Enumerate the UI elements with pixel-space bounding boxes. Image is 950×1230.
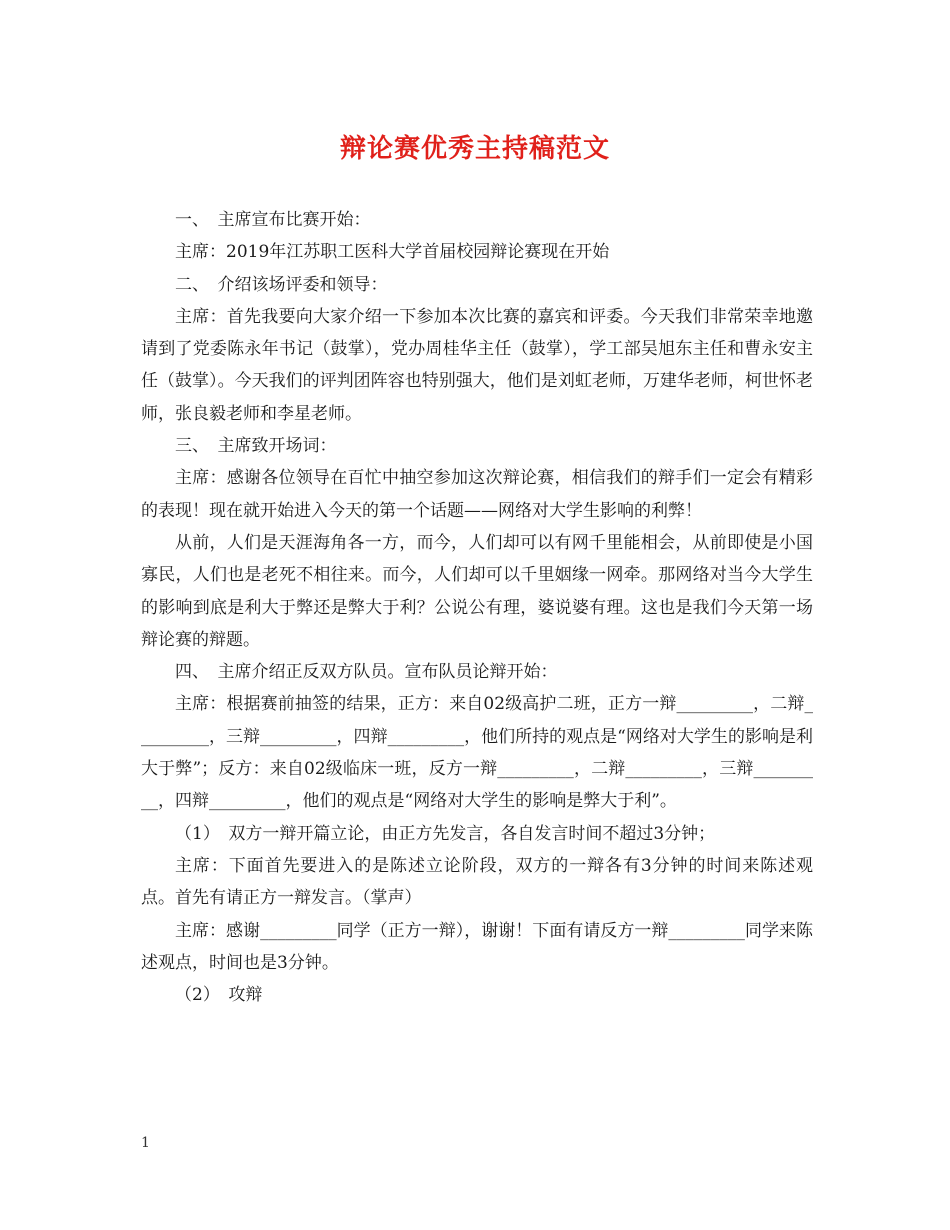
section-heading-3: 三、 主席致开场词：	[175, 436, 337, 457]
subsection-heading-1: （1） 双方一辩开篇立论，由正方先发言，各自发言时间不超过3分钟；	[175, 823, 716, 844]
paragraph: 主席：感谢各位领导在百忙中抽空参加这次辩论赛，相信我们的辩手们一定会有精彩的表现！现在就开始进入今天的第一个话题——网络对大学生影响的利弊！	[141, 468, 813, 521]
paragraph: 主席：下面首先要进入的是陈述立论阶段，双方的一辩各有3分钟的时间来陈述观点。首先有请正方一辩发言。（掌声）	[141, 855, 813, 909]
section-heading-1: 一、 主席宣布比赛开始：	[175, 210, 371, 230]
document-body	[141, 204, 813, 1011]
paragraph: 主席：根据赛前抽签的结果，正方：来自02级高护二班，正方一辩_________，二辩_________，三辩_________，四辩_________，他们所持的观点是“网络对大学生的影响是利大于弊”；反方：来自02级临床一班，反方一辩_________，二辩_________，三辩_________，四辩_________，他们的观点是“网络对大学生的影响是弊大于利”。	[141, 694, 813, 812]
page-number: 1	[141, 1135, 150, 1151]
paragraph: 从前，人们是天涯海角各一方，而今，人们却可以有网千里能相会，从前即使是小国寡民，人们也是老死不相往来。而今，人们却可以千里姻缘一网牵。那网络对当今大学生的影响到底是利大于弊还是弊大于利？公说公有理，婆说婆有理。这也是我们今天第一场辩论赛的辩题。	[141, 532, 813, 650]
paragraph: 主席：感谢_________同学（正方一辩），谢谢！下面有请反方一辩_________同学来陈述观点，时间也是3分钟。	[141, 920, 813, 973]
subsection-heading-2: （2） 攻辩	[175, 985, 263, 1006]
paragraph: 主席：2019年江苏职工医科大学首届校园辩论赛现在开始	[175, 242, 610, 263]
paragraph: 主席：首先我要向大家介绍一下参加本次比赛的嘉宾和评委。今天我们非常荣幸地邀请到了党委陈永年书记（鼓掌），党办周桂华主任（鼓掌），学工部吴旭东主任和曹永安主任（鼓掌）。今天我们的评判团阵容也特别强大，他们是刘虹老师，万建华老师，柯世怀老师，张良毅老师和李星老师。	[141, 306, 813, 424]
section-heading-4: 四、 主席介绍正反双方队员。宣布队员论辩开始：	[175, 662, 558, 683]
section-heading-2: 二、 介绍该场评委和领导：	[175, 274, 388, 295]
document-title: 辩论赛优秀主持稿范文	[339, 134, 610, 164]
